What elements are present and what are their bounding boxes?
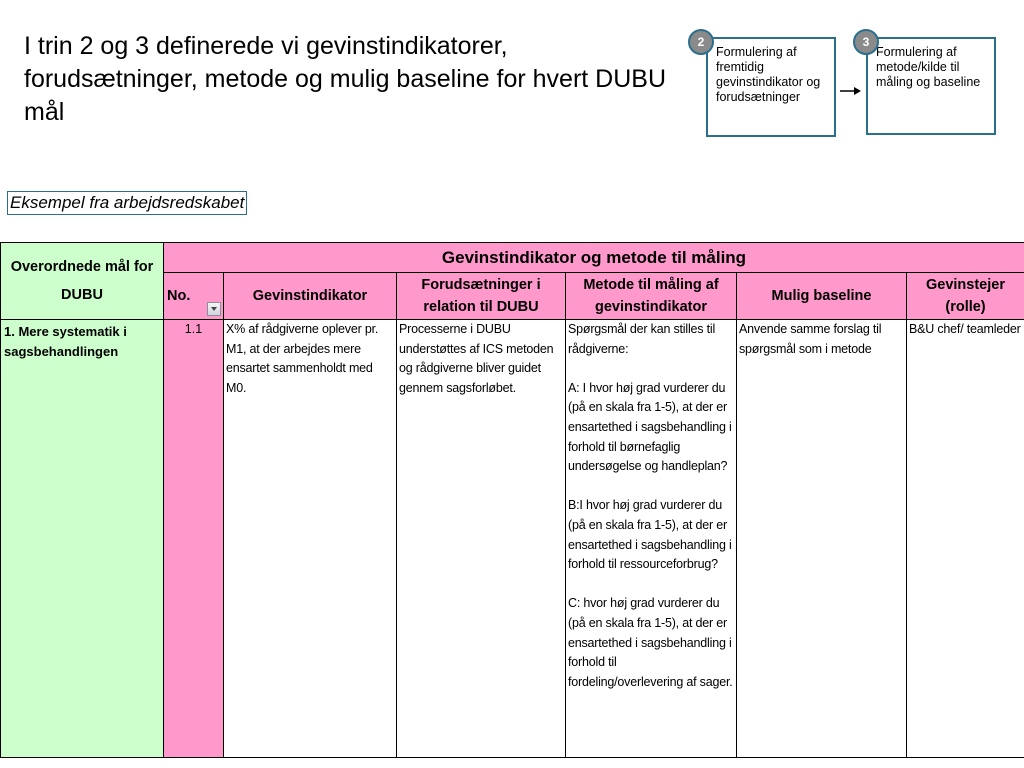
step-3-text: Formulering af metode/kilde til måling og baseline <box>876 45 981 89</box>
benefit-table <box>0 242 1024 758</box>
col-header-owner: Gevinstejer (rolle) <box>907 273 1024 320</box>
cell-goal: 1. Mere systematik i sagsbehandlingen <box>1 320 164 758</box>
cell-owner: B&U chef/ teamleder <box>907 320 1024 758</box>
cell-indicator: X% af rådgiverne oplever pr. M1, at der arbejdes mere ensartet sammenholdt med M0. <box>224 320 397 758</box>
step-2-badge: 2 <box>688 29 714 55</box>
cell-assumptions: Processerne i DUBU understøttes af ICS metoden og rådgiverne bliver guidet gennem sagsforløbet. <box>397 320 566 758</box>
cell-method: Spørgsmål der kan stilles til rådgiverne: A: I hvor høj grad vurderer du (på en skala fra 1-5), at der er ensartethed i sagsbehandling i forhold til børnefaglig undersøgelse og handleplan? B:I hvor høj grad vurderer du (på en skala fra 1-5), at der er ensartethed i sagsbehandling i forhold til ressourceforbrug? C: hvor høj grad vurderer du (på en skala fra 1-5), at der er ensartethed i sagsbehandling i forhold til fordeling/overlevering af sager. <box>566 320 737 758</box>
col-header-no <box>164 273 224 320</box>
group-header: Gevinstindikator og metode til måling <box>164 243 1024 273</box>
slide-title: I trin 2 og 3 definerede vi gevinstindikatorer, forudsætninger, metode og mulig baseline for hvert DUBU mål <box>24 32 666 126</box>
col-header-baseline: Mulig baseline <box>737 273 907 320</box>
example-label: Eksempel fra arbejdsredskabet <box>7 191 247 215</box>
step-2-text: Formulering af fremtidig gevinstindikator og forudsætninger <box>716 45 821 104</box>
cell-baseline: Anvende samme forslag til spørgsmål som i metode <box>737 320 907 758</box>
col-header-no-label: No. <box>167 288 191 304</box>
step-3-badge: 3 <box>853 29 879 55</box>
step-3-box <box>866 37 996 135</box>
goal-header: Overordnede mål for DUBU <box>1 243 164 320</box>
col-header-indicator: Gevinstindikator <box>224 273 397 320</box>
table-row <box>1 320 1024 758</box>
col-header-method: Metode til måling af gevinstindikator <box>566 273 737 320</box>
filter-dropdown-icon[interactable] <box>207 302 221 316</box>
col-header-assumptions: Forudsætninger i relation til DUBU <box>397 273 566 320</box>
cell-no: 1.1 <box>164 320 224 758</box>
step-2-box <box>706 37 836 137</box>
table-header-row-group <box>1 243 1024 273</box>
arrow-right-icon <box>840 85 862 97</box>
